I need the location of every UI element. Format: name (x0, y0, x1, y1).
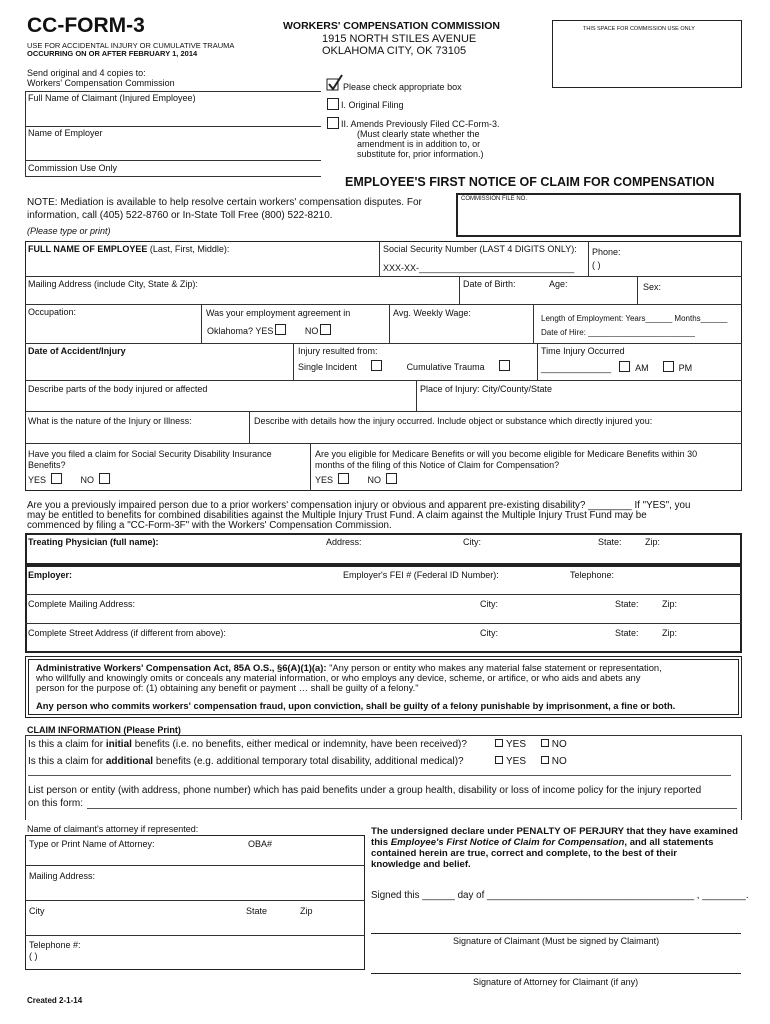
use-note: USE FOR ACCIDENTAL INJURY OR CUMULATIVE TRAUMA (27, 41, 235, 50)
claim-info-heading: CLAIM INFORMATION (Please Print) (27, 725, 181, 735)
attorney-signature-line[interactable] (371, 973, 741, 974)
fraud-line2: who willfully and knowingly omits or conceals any material information, or who employs any device, scheme, or artifice, or who aids and abets any (36, 672, 641, 683)
signed-date-field[interactable]: Signed this ______ day of ______________________________________ , ________. (371, 890, 749, 901)
attorney-city-field[interactable]: City (29, 906, 45, 916)
initial-benefits-question: Is this a claim for initial benefits (i.e. no benefits, either medical or indemnity, have been received)? (28, 739, 467, 750)
medicare-yes-checkbox[interactable] (338, 473, 349, 484)
send-to-line2: Workers' Compensation Commission (27, 78, 175, 88)
am-checkbox[interactable] (619, 361, 630, 372)
place-injury-field[interactable]: Place of Injury: City/County/State (420, 384, 553, 394)
checkmark-icon (325, 73, 345, 98)
claim-info-blank-line[interactable] (28, 775, 731, 776)
attorney-state-field[interactable]: State (246, 906, 268, 916)
claimant-signature-line[interactable] (371, 933, 741, 934)
attorney-name-field[interactable]: Type or Print Name of Attorney: (29, 839, 155, 849)
physician-city-field[interactable]: City: (463, 537, 481, 547)
amended-line2: (Must clearly state whether the (357, 129, 480, 139)
nature-injury-field[interactable]: What is the nature of the Injury or Illness: (28, 416, 192, 426)
agency-name: WORKERS' COMPENSATION COMMISSION (283, 20, 500, 32)
medicare-line2: months of the filing of this Notice of Claim for Compensation? (315, 460, 560, 470)
ss-claim-line1: Have you filed a claim for Social Security Disability Insurance (28, 449, 272, 459)
mediation-note-line2: information, call (405) 522-8760 or In-State Toll Free (800) 522-8210. (27, 210, 333, 221)
claimant-name-field[interactable]: Full Name of Claimant (Injured Employee) (28, 93, 196, 103)
phone-field[interactable]: ( ) (592, 260, 601, 270)
impaired-line1: Are you a previously impaired person due to a prior workers' compensation injury or obvious and apparent pre-existing disability? ________ If "YES", you (27, 500, 691, 511)
additional-yes-checkbox[interactable] (495, 756, 503, 764)
time-injury-field[interactable]: ______________ AM PM (541, 363, 693, 373)
original-filing-checkbox[interactable] (327, 98, 339, 110)
hire-date-field[interactable]: Date of Hire: ________________________ (541, 328, 695, 337)
date-of-birth-field[interactable]: Date of Birth: (463, 279, 516, 289)
list-person-line1: List person or entity (with address, phone number) which has paid benefits under a group health, disability or loss of income policy for the injury reported (28, 785, 702, 796)
employer-name-input[interactable]: Employer: (28, 570, 73, 580)
employer-name-field[interactable]: Name of Employer (28, 128, 103, 138)
claimant-signature-label: Signature of Claimant (Must be signed by Claimant) (453, 936, 660, 946)
ss-no-checkbox[interactable] (99, 473, 110, 484)
created-date: Created 2-1-14 (27, 996, 83, 1005)
commission-use-label: THIS SPACE FOR COMMISSION USE ONLY (583, 26, 695, 32)
agreement-no-checkbox[interactable] (320, 324, 331, 335)
initial-yes-checkbox[interactable] (495, 739, 503, 747)
pm-checkbox[interactable] (663, 361, 674, 372)
attorney-signature-label: Signature of Attorney for Claimant (if any) (473, 977, 639, 987)
accident-date-field[interactable]: Date of Accident/Injury (28, 346, 126, 356)
medicare-options: YES NO (315, 473, 399, 486)
use-note-date: OCCURRING ON OR AFTER FEBRUARY 1, 2014 (27, 49, 198, 58)
mediation-note-line1: NOTE: Mediation is available to help resolve certain workers' compensation disputes. For (27, 197, 422, 208)
describe-how-field[interactable]: Describe with details how the injury occurred. Include object or substance which directly injured you: (254, 416, 653, 426)
attorney-telephone-field[interactable]: ( ) (29, 951, 38, 961)
amended-line4: substitute for, prior information.) (357, 149, 484, 159)
cumulative-trauma-checkbox[interactable] (499, 360, 510, 371)
additional-benefits-options: YES NO (492, 756, 567, 768)
original-filing-label: I. Original Filing (341, 100, 404, 110)
additional-benefits-question: Is this a claim for additional benefits (e.g. additional temporary total disability, additional medical)? (28, 756, 464, 767)
agency-address2: OKLAHOMA CITY, OK 73105 (322, 45, 467, 57)
attorney-mailing-field[interactable]: Mailing Address: (29, 871, 96, 881)
employer-telephone-field[interactable]: Telephone: (570, 570, 615, 580)
physician-name-field[interactable]: Treating Physician (full name): (28, 537, 159, 547)
list-person-line2: on this form: (28, 798, 84, 809)
declaration-line3: contained herein are true, correct and complete, to the best of their (371, 848, 677, 859)
impaired-line3: commenced by filing a "CC-Form-3F" with the Workers' Compensation Commission. (27, 520, 392, 531)
attorney-oba-field[interactable]: OBA# (248, 839, 273, 849)
physician-state-field[interactable]: State: (598, 537, 622, 547)
agreement-options: Oklahoma? YES NO (207, 324, 333, 337)
ssn-field[interactable]: XXX-XX-_______________________________ (383, 263, 575, 273)
attorney-telephone-label: Telephone #: (29, 940, 81, 950)
ss-claim-options: YES NO (28, 473, 112, 486)
sex-field[interactable]: Sex: (643, 282, 662, 292)
ss-claim-line2: Benefits? (28, 460, 66, 470)
weekly-wage-field[interactable]: Avg. Weekly Wage: (393, 308, 471, 318)
list-person-input[interactable] (87, 808, 737, 809)
medicare-no-checkbox[interactable] (386, 473, 397, 484)
occupation-field[interactable]: Occupation: (28, 307, 77, 317)
declaration-line1: The undersigned declare under PENALTY OF PERJURY that they have examined (371, 826, 738, 837)
amended-line1: II. Amends Previously Filed CC-Form-3. (341, 119, 500, 129)
amended-line3: amendment is in addition to, or (357, 139, 481, 149)
attorney-zip-field[interactable]: Zip (300, 906, 313, 916)
fraud-line4: Any person who commits workers' compensation fraud, upon conviction, shall be guilty of a felony punishable by imprisonment, a fine or both. (36, 700, 676, 711)
phone-label: Phone: (592, 247, 621, 257)
employer-street-state[interactable]: State: (615, 628, 639, 638)
fraud-line3: person for the purpose of: (1) obtaining any benefit or payment … shall be guilty of a felony." (36, 682, 419, 693)
agreement-yes-checkbox[interactable] (275, 324, 286, 335)
commission-use-field: Commission Use Only (28, 163, 118, 173)
declaration-line2: this Employee's First Notice of Claim for Compensation, and all statements (371, 837, 714, 848)
form-id: CC-FORM-3 (27, 14, 145, 37)
employer-mailing-zip[interactable]: Zip: (662, 599, 678, 609)
employer-mailing-state[interactable]: State: (615, 599, 639, 609)
employer-street-zip[interactable]: Zip: (662, 628, 678, 638)
fraud-line1: Administrative Workers' Compensation Act, 85A O.S., §6(A)(1)(a): "Any person or entity who makes any material false statement or representation, (36, 662, 662, 673)
commission-file-label: COMMISSION FILE NO. (461, 196, 528, 202)
please-type: (Please type or print) (27, 226, 111, 236)
agreement-question: Was your employment agreement in (206, 308, 351, 318)
employer-fei-field[interactable]: Employer's FEI # (Federal ID Number): (343, 570, 499, 580)
single-incident-checkbox[interactable] (371, 360, 382, 371)
initial-no-checkbox[interactable] (541, 739, 549, 747)
impaired-line2: may be entitled to benefits for combined disabilities against the Multiple Injury Trust Fund. A claim against the Multiple Injury Trust Fund may be (27, 510, 647, 521)
body-parts-field[interactable]: Describe parts of the body injured or affected (28, 384, 208, 394)
employer-mailing-city[interactable]: City: (480, 599, 498, 609)
declaration-line4: knowledge and belief. (371, 859, 471, 870)
additional-no-checkbox[interactable] (541, 756, 549, 764)
employer-street-city[interactable]: City: (480, 628, 498, 638)
amended-filing-checkbox[interactable] (327, 117, 339, 129)
employer-mailing-field[interactable]: Complete Mailing Address: (28, 599, 136, 609)
employee-full-name-field[interactable]: FULL NAME OF EMPLOYEE (Last, First, Middle): (28, 244, 230, 254)
main-title: EMPLOYEE'S FIRST NOTICE OF CLAIM FOR COMPENSATION (345, 175, 715, 189)
medicare-line1: Are you eligible for Medicare Benefits or will you become eligible for Medicare Benefits within 30 (315, 449, 698, 459)
employment-length-field[interactable]: Length of Employment: Years______ Months______ (541, 314, 728, 323)
agency-address1: 1915 NORTH STILES AVENUE (322, 33, 477, 45)
injury-type-options: Single Incident Cumulative Trauma (298, 360, 512, 373)
ssn-label: Social Security Number (LAST 4 DIGITS ONLY): (383, 244, 577, 254)
injury-resulted-label: Injury resulted from: (298, 346, 378, 356)
attorney-represented-label: Name of claimant's attorney if represented: (27, 824, 199, 834)
physician-zip-field[interactable]: Zip: (645, 537, 661, 547)
time-injury-label: Time Injury Occurred (541, 346, 625, 356)
check-instruction: Please check appropriate box (343, 82, 462, 92)
mailing-address-field[interactable]: Mailing Address (include City, State & Zip): (28, 279, 198, 289)
employer-street-field[interactable]: Complete Street Address (if different from above): (28, 628, 226, 638)
send-to-line1: Send original and 4 copies to: (27, 68, 146, 78)
initial-benefits-options: YES NO (492, 739, 567, 751)
age-field[interactable]: Age: (549, 279, 568, 289)
physician-address-field[interactable]: Address: (326, 537, 362, 547)
ss-yes-checkbox[interactable] (51, 473, 62, 484)
